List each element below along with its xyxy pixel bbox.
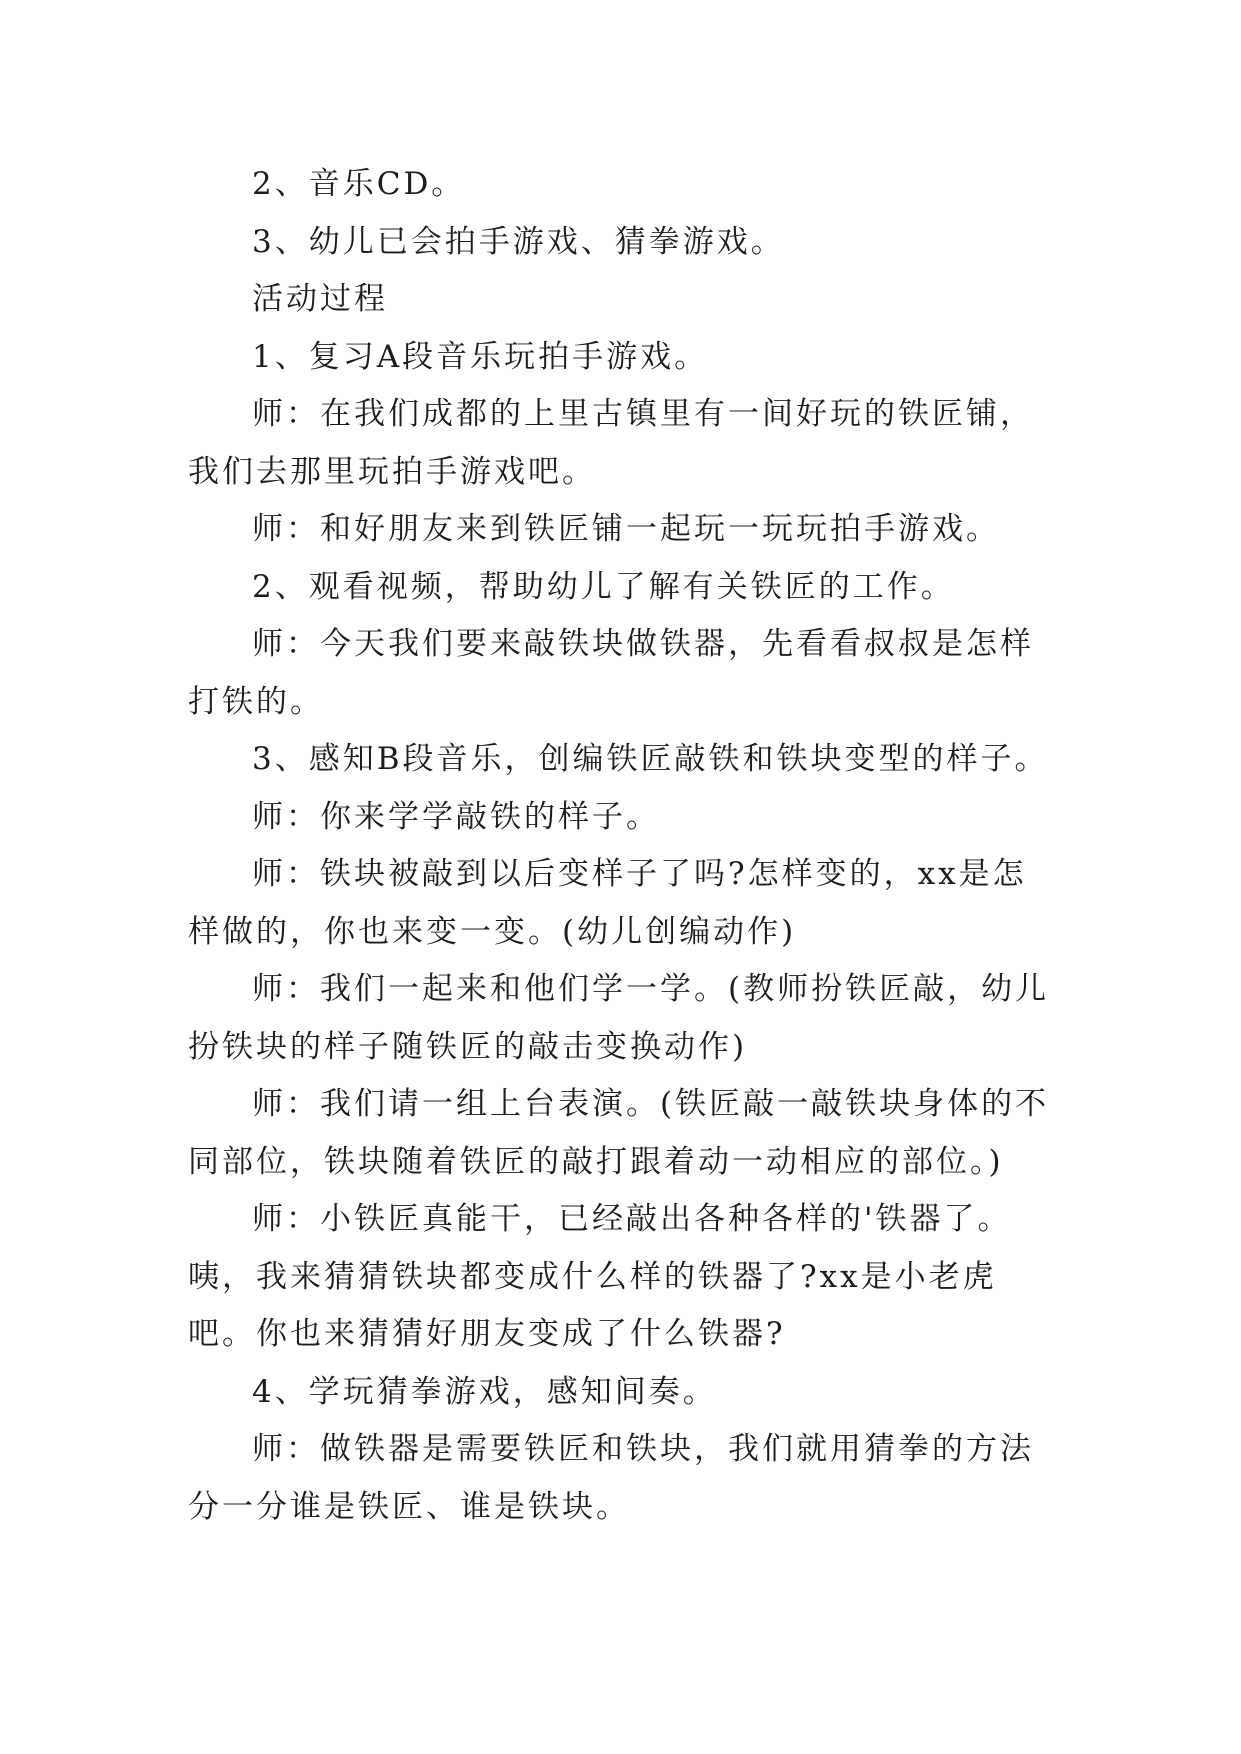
paragraph-teacher-line-7: 师：我们请一组上台表演。(铁匠敲一敲铁块身体的不同部位，铁块随着铁匠的敲打跟着动一动相应的部位。) xyxy=(188,1086,1050,1180)
paragraph-teacher-line-2: 师：和好朋友来到铁匠铺一起玩一玩玩拍手游戏。 xyxy=(252,511,1000,547)
paragraph-teacher-line-3: 师：今天我们要来敲铁块做铁器，先看看叔叔是怎样打铁的。 xyxy=(188,626,1034,720)
document-body xyxy=(188,156,1060,1536)
paragraph-step-4: 4、学玩猜拳游戏，感知间奏。 xyxy=(252,1373,717,1410)
paragraph-teacher-line-9: 师：做铁器是需要铁匠和铁块，我们就用猜拳的方法分一分谁是铁匠、谁是铁块。 xyxy=(188,1431,1034,1525)
paragraph-step-2: 2、观看视频，帮助幼儿了解有关铁匠的工作。 xyxy=(252,568,955,605)
paragraph-teacher-line-5: 师：铁块被敲到以后变样子了吗?怎样变的，xx是怎样做的，你也来变一变。(幼儿创编动作) xyxy=(188,856,1027,950)
section-heading-activity-process: 活动过程 xyxy=(252,281,388,317)
paragraph-material-games: 3、幼儿已会拍手游戏、猜拳游戏。 xyxy=(252,223,785,260)
paragraph-teacher-line-6: 师：我们一起来和他们学一学。(教师扮铁匠敲，幼儿扮铁块的样子随铁匠的敲击变换动作) xyxy=(188,971,1050,1065)
paragraph-step-1: 1、复习A段音乐玩拍手游戏。 xyxy=(252,338,709,375)
paragraph-step-3: 3、感知B段音乐，创编铁匠敲铁和铁块变型的样子。 xyxy=(252,741,1049,777)
paragraph-teacher-line-1: 师：在我们成都的上里古镇里有一间好玩的铁匠铺，我们去那里玩拍手游戏吧。 xyxy=(188,396,1034,490)
paragraph-teacher-line-8: 师：小铁匠真能干，已经敲出各种各样的'铁器了。咦，我来猜猜铁块都变成什么样的铁器了?xx是小老虎吧。你也来猜猜好朋友变成了什么铁器? xyxy=(188,1201,1012,1352)
paragraph-material-cd: 2、音乐CD。 xyxy=(252,166,466,202)
paragraph-teacher-line-4: 师：你来学学敲铁的样子。 xyxy=(252,798,660,835)
